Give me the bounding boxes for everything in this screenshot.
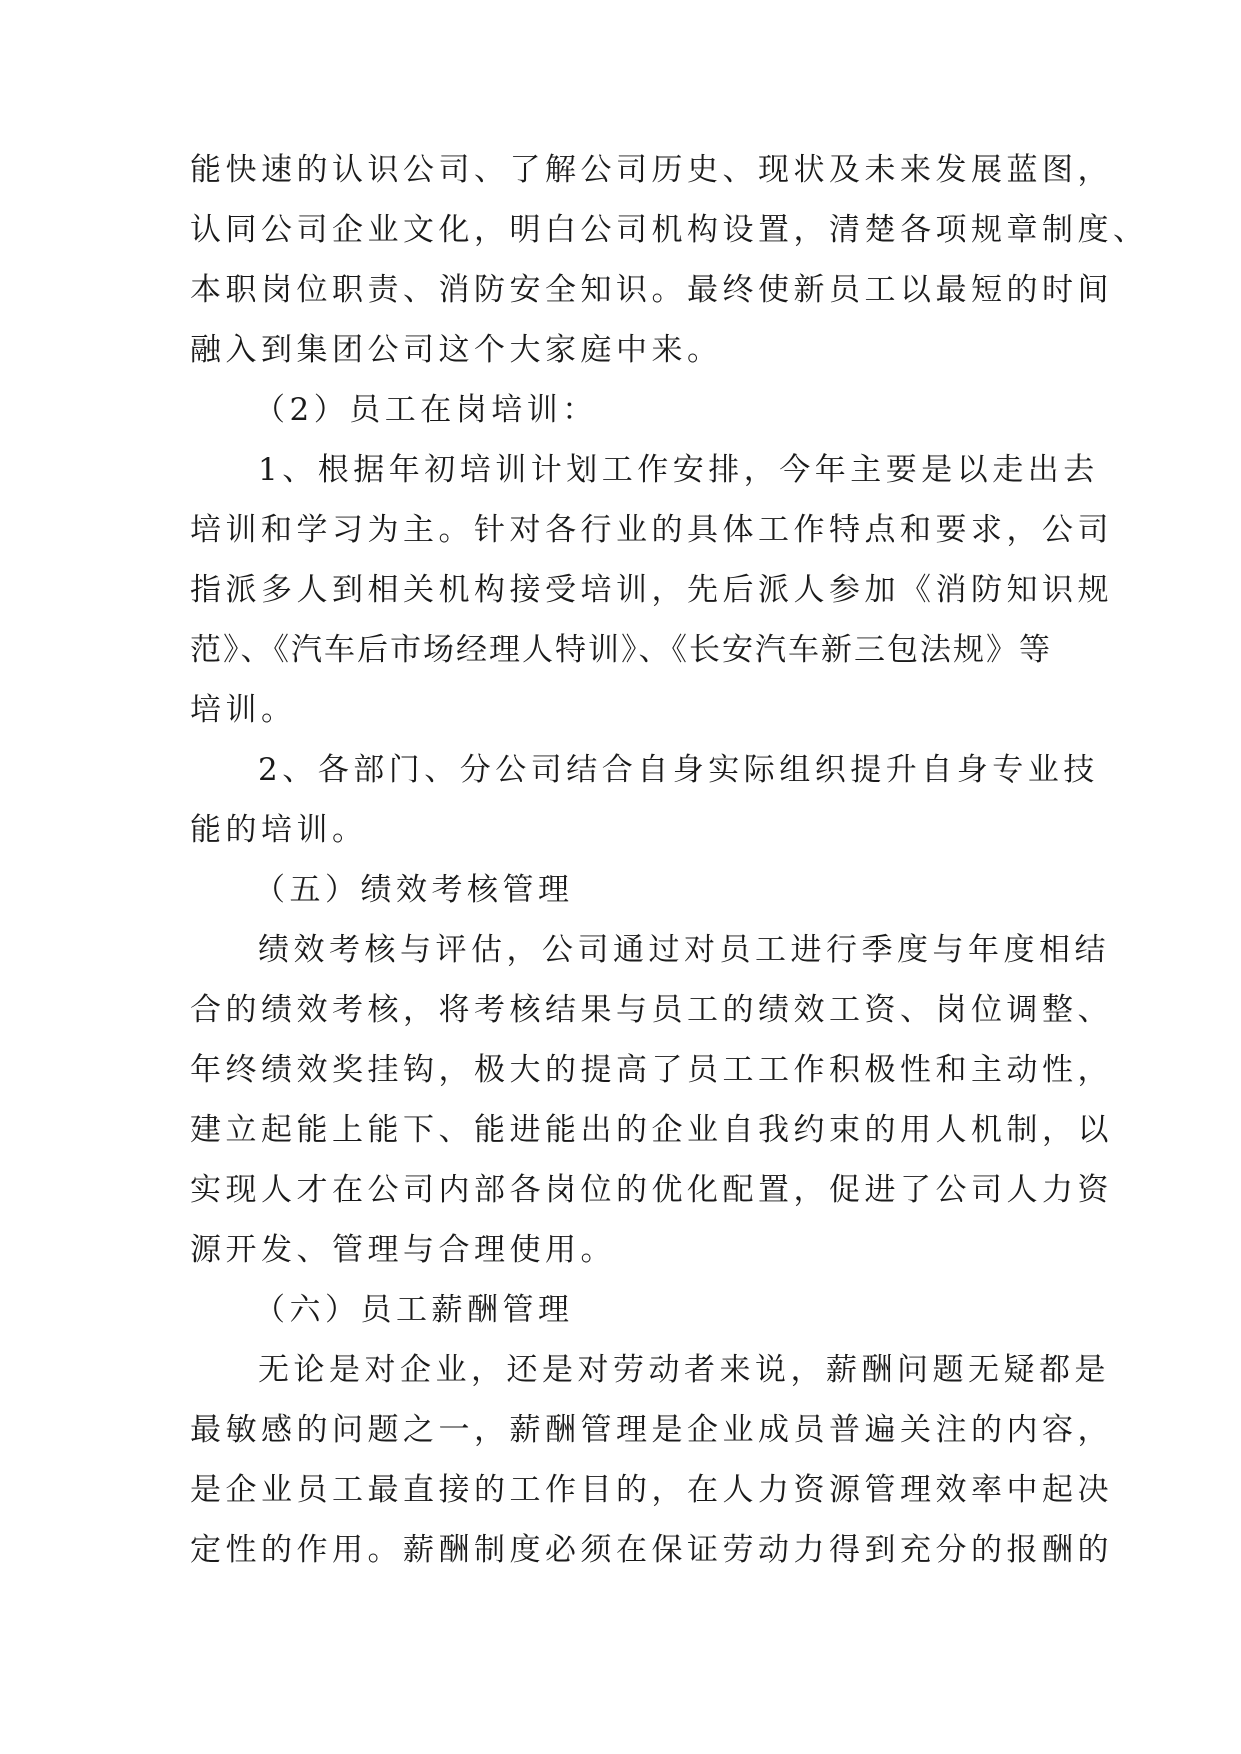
text-line: 培训。 [190, 692, 297, 728]
text-line: 绩效考核与评估，公司通过对员工进行季度与年度相结 [258, 932, 1110, 968]
text-line: 是企业员工最直接的工作目的，在人力资源管理效率中起决 [190, 1472, 1113, 1508]
text-line: 能快速的认识公司、了解公司历史、现状及未来发展蓝图， [190, 152, 1113, 188]
text-line: 本职岗位职责、消防安全知识。最终使新员工以最短的时间 [190, 272, 1113, 308]
text-line: 合的绩效考核，将考核结果与员工的绩效工资、岗位调整、 [190, 992, 1113, 1028]
text-line: 1、根据年初培训计划工作安排，今年主要是以走出去 [258, 452, 1099, 488]
text-line: 建立起能上能下、能进能出的企业自我约束的用人机制，以 [190, 1112, 1113, 1148]
section-heading: （五）绩效考核管理 [254, 872, 574, 908]
text-line: 年终绩效奖挂钩，极大的提高了员工工作积极性和主动性， [190, 1052, 1113, 1088]
text-line: 无论是对企业，还是对劳动者来说，薪酬问题无疑都是 [258, 1352, 1110, 1388]
text-line: 培训和学习为主。针对各行业的具体工作特点和要求，公司 [190, 512, 1113, 548]
text-line: 定性的作用。薪酬制度必须在保证劳动力得到充分的报酬的 [190, 1532, 1113, 1568]
text-line: 最敏感的问题之一，薪酬管理是企业成员普遍关注的内容， [190, 1412, 1113, 1448]
text-line: 范》、《汽车后市场经理人特训》、《长安汽车新三包法规》等 [190, 632, 1052, 668]
text-line: 认同公司企业文化，明白公司机构设置，清楚各项规章制度、 [190, 212, 1149, 248]
section-heading: （2）员工在岗培训： [254, 392, 598, 428]
text-line: 源开发、管理与合理使用。 [190, 1232, 616, 1268]
text-line: 能的培训。 [190, 812, 368, 848]
text-line: 实现人才在公司内部各岗位的优化配置，促进了公司人力资 [190, 1172, 1113, 1208]
section-heading: （六）员工薪酬管理 [254, 1292, 574, 1328]
text-line: 融入到集团公司这个大家庭中来。 [190, 332, 723, 368]
text-line: 2、各部门、分公司结合自身实际组织提升自身专业技 [258, 752, 1099, 788]
text-line: 指派多人到相关机构接受培训，先后派人参加《消防知识规 [190, 572, 1113, 608]
